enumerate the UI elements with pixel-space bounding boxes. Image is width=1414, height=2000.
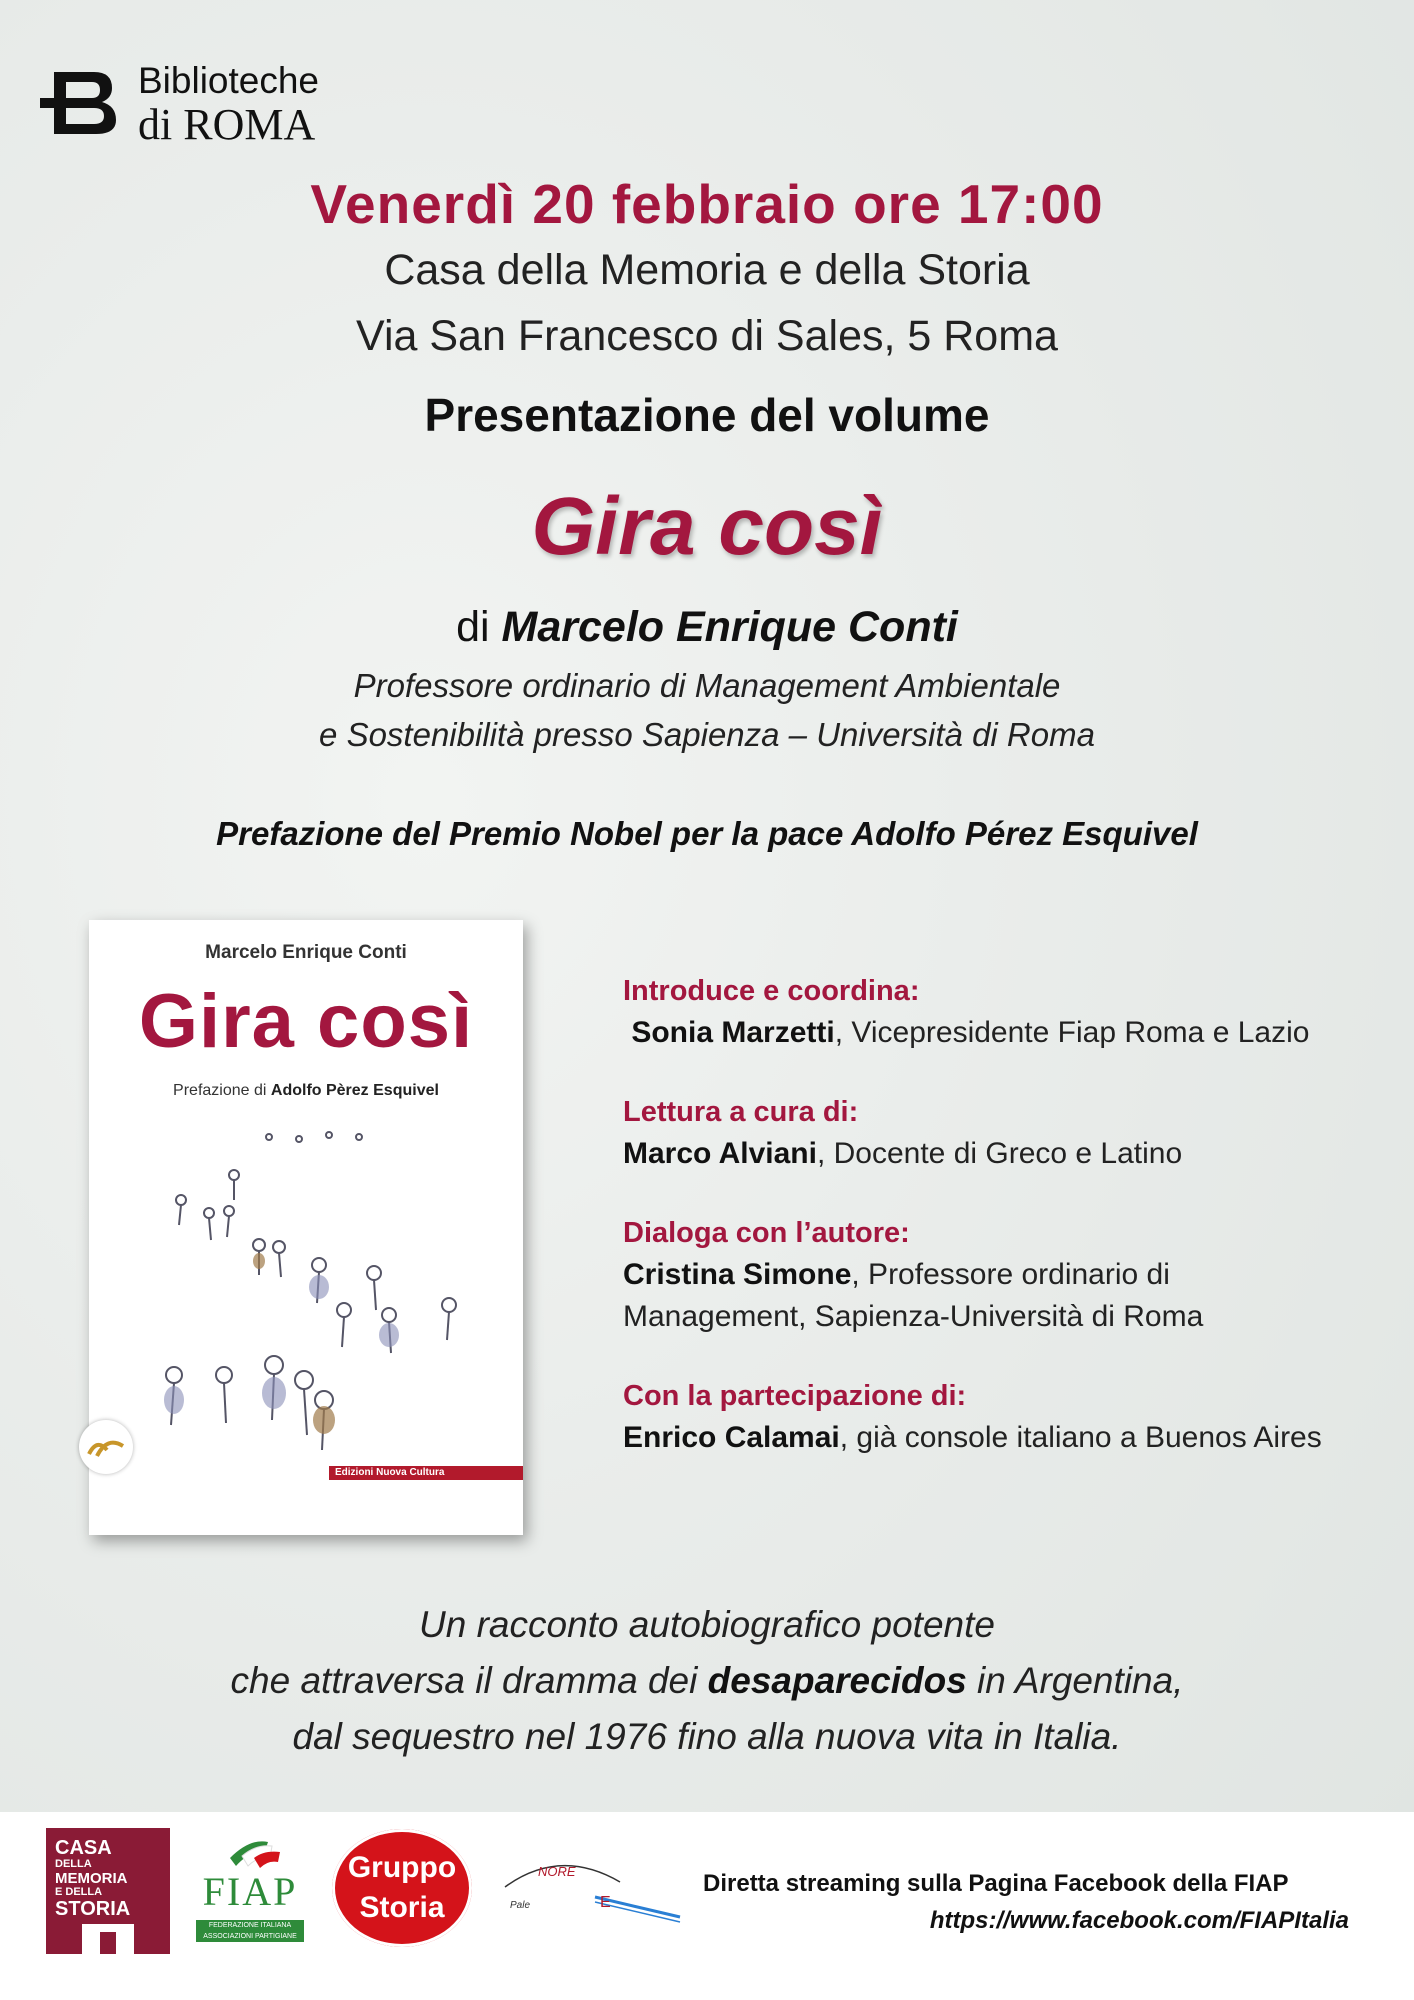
nore-bridge-icon — [500, 1842, 690, 1932]
author-line — [0, 603, 1414, 652]
footer — [0, 1812, 1414, 2000]
person-name: Marco Alviani — [623, 1137, 817, 1170]
program-heading: Introduce e coordina: — [623, 975, 920, 1007]
cover-title: Gira così — [138, 979, 474, 1064]
fiap-sub2: ASSOCIAZIONI PARTIGIANE — [203, 1933, 297, 1940]
person-name: Enrico Calamai — [623, 1421, 840, 1454]
person-detail: , Professore ordinario di — [851, 1258, 1170, 1291]
nore-text3: Pale — [510, 1900, 531, 1911]
program-item — [623, 970, 1383, 1054]
book-title: Gira così — [531, 481, 883, 572]
fiap-logo — [190, 1828, 310, 1948]
tagline-line2 — [0, 1660, 1414, 1702]
tagline-bold-word: desaparecidos — [707, 1660, 967, 1701]
person-name: Sonia Marzetti — [631, 1016, 835, 1049]
nore-logo — [500, 1842, 690, 1932]
cover-preface — [89, 1082, 523, 1100]
cover-author: Marcelo Enrique Conti — [205, 942, 407, 963]
nore-text2: E — [600, 1894, 611, 1911]
program-item — [623, 1212, 1383, 1338]
streaming-text: Diretta streaming sulla Pagina Facebook della FIAP — [703, 1870, 1289, 1897]
logo-line1: Biblioteche — [138, 60, 320, 101]
author-prefix: di — [456, 603, 490, 651]
gruppo-l1: Gruppo — [347, 1851, 457, 1884]
publisher-mark-icon — [79, 1420, 133, 1474]
casa-l1: CASA — [55, 1837, 112, 1859]
tagline-line2-pre: che attraversa il dramma dei — [230, 1660, 708, 1701]
walking-figures-illustration — [129, 1125, 499, 1455]
casa-l3: MEMORIA — [55, 1870, 128, 1887]
facebook-link[interactable]: https://www.facebook.com/FIAPItalia — [929, 1907, 1349, 1934]
gruppo-storia-logo — [332, 1829, 472, 1947]
nore-text1: NORE — [538, 1864, 576, 1879]
program-item — [623, 1091, 1383, 1175]
fiap-subtitle — [196, 1920, 304, 1942]
person-detail: , già console italiano a Buenos Aires — [839, 1421, 1322, 1454]
biblioteche-di-roma-logo — [40, 62, 370, 152]
author-name: Marcelo Enrique Conti — [501, 603, 958, 651]
author-role-line1: Professore ordinario di Management Ambientale — [353, 667, 1061, 704]
tagline-line2-post: in Argentina, — [966, 1660, 1184, 1701]
event-date: Venerdì 20 febbraio ore 17:00 — [310, 173, 1104, 235]
person-detail: , Docente di Greco e Latino — [816, 1137, 1183, 1170]
program-person — [623, 1133, 1383, 1175]
program-list — [623, 970, 1383, 1496]
gruppo-l2: Storia — [359, 1891, 445, 1924]
preface-line: Prefazione del Premio Nobel per la pace Adolfo Pérez Esquivel — [216, 815, 1198, 852]
cover-publisher: Edizioni Nuova Cultura — [329, 1466, 523, 1480]
casa-door-icon — [82, 1924, 134, 1954]
casa-l2: DELLA — [55, 1858, 92, 1870]
logo-line2: di ROMA — [138, 100, 316, 149]
person-detail: , Vicepresidente Fiap Roma e Lazio — [834, 1016, 1310, 1049]
tagline-line1: Un racconto autobiografico potente — [419, 1604, 995, 1645]
cover-preface-name: Adolfo Pèrez Esquivel — [270, 1082, 439, 1099]
fiap-name: FIAP — [202, 1869, 298, 1914]
biblioteche-b-logo-icon — [40, 68, 120, 138]
presentation-subtitle: Presentazione del volume — [424, 389, 990, 441]
person-name: Cristina Simone — [623, 1258, 852, 1291]
program-heading: Dialoga con l’autore: — [623, 1217, 910, 1249]
casa-memoria-storia-logo — [46, 1828, 170, 1954]
program-item — [623, 1375, 1383, 1459]
program-person — [623, 1012, 1383, 1054]
program-heading: Con la partecipazione di: — [623, 1380, 967, 1412]
program-person — [623, 1254, 1383, 1296]
venue-name: Casa della Memoria e della Storia — [384, 246, 1030, 294]
tagline-line3: dal sequestro nel 1976 fino alla nuova vita in Italia. — [292, 1716, 1122, 1757]
author-role-line2: e Sostenibilità presso Sapienza – Università di Roma — [319, 716, 1095, 753]
book-cover — [89, 920, 523, 1535]
casa-l5: STORIA — [55, 1898, 131, 1920]
fiap-sub1: FEDERAZIONE ITALIANA — [208, 1922, 292, 1929]
casa-l4: E DELLA — [55, 1886, 103, 1898]
program-heading: Lettura a cura di: — [623, 1096, 859, 1128]
person-detail-line2: Management, Sapienza-Università di Roma — [623, 1300, 1204, 1333]
cover-preface-label: Prefazione di — [173, 1082, 267, 1099]
venue-address: Via San Francesco di Sales, 5 Roma — [356, 312, 1058, 360]
program-person — [623, 1417, 1383, 1459]
